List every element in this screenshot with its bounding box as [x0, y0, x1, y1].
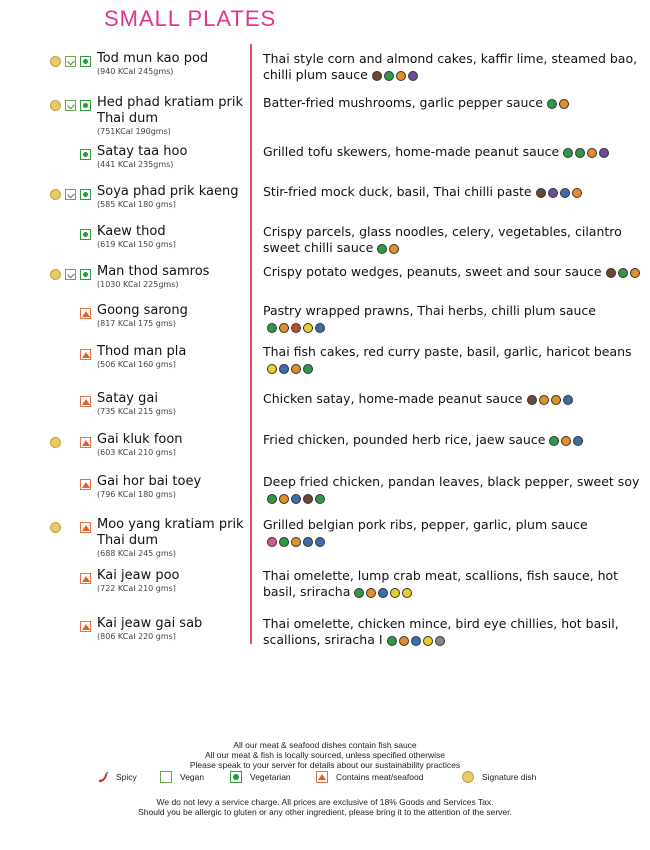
dish-description-block — [263, 95, 643, 111]
dish-row — [0, 567, 650, 613]
allergen-icon — [377, 244, 387, 254]
vegetarian-icon — [230, 771, 242, 783]
dish-name: Tod mun kao pod — [97, 51, 209, 66]
dish-calories: (796 KCal 180 gms) — [97, 490, 176, 499]
vegetarian-icon — [80, 189, 91, 200]
allergen-icons — [387, 636, 445, 646]
allergen-icon — [303, 537, 313, 547]
allergen-icon — [551, 395, 561, 405]
vegan-icon — [65, 189, 76, 200]
allergen-icon — [267, 494, 277, 504]
allergen-icon — [559, 99, 569, 109]
dish-description-block — [263, 391, 643, 407]
allergen-icon — [291, 537, 301, 547]
allergen-icon — [303, 323, 313, 333]
allergen-icon — [402, 588, 412, 598]
vegan-icon — [160, 771, 172, 783]
dish-name: Gai kluk foon — [97, 432, 183, 447]
dish-name-block — [97, 568, 247, 594]
meat-seafood-icon — [80, 437, 91, 448]
legend-spicy — [96, 771, 137, 783]
legend-vegetarian — [230, 771, 291, 783]
dish-name-block — [97, 432, 247, 458]
allergen-icon — [606, 268, 616, 278]
allergen-icon — [354, 588, 364, 598]
allergen-icons — [606, 268, 640, 278]
legend-vegetarian-label: Vegetarian — [250, 772, 291, 782]
allergen-icon — [267, 323, 277, 333]
meat-seafood-icon — [80, 308, 91, 319]
allergen-icons — [527, 395, 573, 405]
dish-description: Grilled tofu skewers, home-made peanut sauce — [263, 144, 560, 159]
dish-description: Crispy potato wedges, peanuts, sweet and sour sauce — [263, 264, 602, 279]
dish-name: Satay gai — [97, 391, 158, 406]
vegetarian-icon — [80, 149, 91, 160]
dish-description-block — [263, 264, 643, 280]
dish-calories: (688 KCal 245 gms) — [97, 549, 176, 558]
dish-description: Thai style corn and almond cakes, kaffir lime, steamed bao, chilli plum sauce — [263, 51, 638, 82]
dish-row — [0, 431, 650, 477]
dish-dietary-markers — [48, 396, 94, 408]
signature-dish-icon — [50, 437, 61, 448]
dish-calories: (619 KCal 150 gms) — [97, 240, 176, 249]
allergen-icons — [267, 494, 325, 504]
dish-name: Kai jeaw poo — [97, 568, 180, 583]
dish-name-block — [97, 303, 247, 329]
allergen-icon — [411, 636, 421, 646]
vegetarian-icon — [80, 229, 91, 240]
dish-name-block — [97, 616, 247, 642]
allergen-icons — [536, 188, 582, 198]
dish-row — [0, 615, 650, 661]
dish-calories: (603 KCal 210 gms) — [97, 448, 176, 457]
legend-signature — [462, 771, 536, 783]
dish-name-block — [97, 184, 247, 210]
signature-dish-icon — [50, 189, 61, 200]
dish-description-block — [263, 616, 643, 648]
allergen-icon — [536, 188, 546, 198]
dish-name: Soya phad prik kaeng — [97, 184, 239, 199]
signature-dish-icon — [462, 771, 474, 783]
allergen-icon — [372, 71, 382, 81]
meat-seafood-icon — [80, 479, 91, 490]
allergen-icon — [408, 71, 418, 81]
dish-name: Goong sarong — [97, 303, 188, 318]
dish-dietary-markers — [48, 437, 94, 449]
dish-dietary-markers — [48, 621, 94, 633]
dish-calories: (751KCal 190gms) — [97, 127, 171, 136]
allergen-icon — [587, 148, 597, 158]
dish-calories: (722 KCal 210 gms) — [97, 584, 176, 593]
allergen-icons — [377, 244, 399, 254]
dish-name-block — [97, 517, 247, 559]
signature-dish-icon — [50, 100, 61, 111]
allergen-icon — [561, 436, 571, 446]
dish-description: Batter-fried mushrooms, garlic pepper sauce — [263, 95, 543, 110]
allergen-icon — [547, 99, 557, 109]
allergen-icon — [315, 323, 325, 333]
dish-calories: (1030 KCal 225gms) — [97, 280, 179, 289]
dish-description-block — [263, 144, 643, 160]
dish-row — [0, 94, 650, 140]
dish-calories: (940 KCal 245gms) — [97, 67, 174, 76]
allergen-icons — [267, 537, 325, 547]
vegetarian-icon — [80, 56, 91, 67]
dish-dietary-markers — [48, 308, 94, 320]
allergen-icon — [267, 364, 277, 374]
allergen-icon — [315, 494, 325, 504]
vegetarian-icon — [80, 269, 91, 280]
dish-row — [0, 516, 650, 562]
allergen-icon — [435, 636, 445, 646]
allergen-icons — [267, 364, 313, 374]
allergen-icon — [548, 188, 558, 198]
dish-dietary-markers — [48, 149, 94, 161]
dish-name: Gai hor bai toey — [97, 474, 202, 489]
allergen-icon — [575, 148, 585, 158]
dish-name: Hed phad kratiam prik Thai dum — [97, 95, 244, 126]
dish-dietary-markers — [48, 269, 94, 281]
dish-description-block — [263, 51, 643, 83]
meat-seafood-icon — [80, 621, 91, 632]
allergen-icon — [291, 323, 301, 333]
allergen-icon — [267, 537, 277, 547]
dish-description: Deep fried chicken, pandan leaves, black pepper, sweet soy — [263, 474, 640, 489]
dish-name: Satay taa hoo — [97, 144, 188, 159]
dish-dietary-markers — [48, 229, 94, 241]
allergen-icon — [315, 537, 325, 547]
dish-name: Moo yang kratiam prik Thai dum — [97, 517, 244, 548]
allergen-icon — [279, 537, 289, 547]
dish-description: Chicken satay, home-made peanut sauce — [263, 391, 523, 406]
dish-name: Thod man pla — [97, 344, 187, 359]
allergen-icon — [303, 494, 313, 504]
allergen-icon — [423, 636, 433, 646]
dish-dietary-markers — [48, 522, 94, 534]
dish-name-block — [97, 95, 247, 137]
dish-description: Thai fish cakes, red curry paste, basil, garlic, haricot beans — [263, 344, 632, 359]
allergen-icon — [563, 148, 573, 158]
footer-tax-note: We do not levy a service charge. All prices are exclusive of 18% Goods and Services Tax. — [156, 797, 494, 807]
dish-calories: (585 KCal 180 gms) — [97, 200, 176, 209]
dish-description-block — [263, 184, 643, 200]
allergen-icon — [573, 436, 583, 446]
vegan-icon — [65, 269, 76, 280]
dish-dietary-markers — [48, 56, 94, 68]
dish-calories: (735 KCal 215 gms) — [97, 407, 176, 416]
dish-name: Kai jeaw gai sab — [97, 616, 203, 631]
section-title: SMALL PLATES — [104, 6, 277, 31]
dish-description: Stir-fried mock duck, basil, Thai chilli paste — [263, 184, 532, 199]
dish-description-block — [263, 432, 643, 448]
dish-description-block — [263, 568, 643, 600]
meat-seafood-icon — [80, 522, 91, 533]
dish-description-block — [263, 344, 643, 376]
dish-description-block — [263, 224, 643, 256]
legend-vegan — [160, 771, 204, 783]
allergen-icon — [303, 364, 313, 374]
allergen-icon — [387, 636, 397, 646]
dish-description: Thai omelette, lump crab meat, scallions, fish sauce, hot basil, sriracha — [263, 568, 619, 599]
dish-row — [0, 343, 650, 389]
dish-description: Thai omelette, chicken mince, bird eye chillies, hot basil, scallions, sriracha I — [263, 616, 619, 647]
dish-name-block — [97, 391, 247, 417]
dish-calories: (817 KCal 175 gms) — [97, 319, 176, 328]
allergen-icons — [267, 323, 325, 333]
allergen-icon — [572, 188, 582, 198]
dish-name-block — [97, 51, 247, 77]
allergen-icon — [291, 494, 301, 504]
dish-calories: (806 KCal 220 gms) — [97, 632, 176, 641]
allergen-icon — [396, 71, 406, 81]
dish-calories: (441 KCal 235gms) — [97, 160, 174, 169]
footer-line-fish-sauce: All our meat & seafood dishes contain fish sauce — [233, 740, 417, 750]
allergen-icon — [599, 148, 609, 158]
allergen-icon — [279, 364, 289, 374]
legend-meat — [316, 771, 423, 783]
allergen-icons — [372, 71, 418, 81]
allergen-icon — [279, 323, 289, 333]
signature-dish-icon — [50, 522, 61, 533]
vegetarian-icon — [80, 100, 91, 111]
legend-vegan-label: Vegan — [180, 772, 205, 782]
dietary-legend — [0, 771, 650, 789]
allergen-icon — [618, 268, 628, 278]
allergen-icon — [384, 71, 394, 81]
dish-dietary-markers — [48, 479, 94, 491]
allergen-icon — [630, 268, 640, 278]
allergen-icon — [527, 395, 537, 405]
dish-name-block — [97, 264, 247, 290]
allergen-icons — [547, 99, 569, 109]
dish-dietary-markers — [48, 100, 94, 112]
allergen-icon — [539, 395, 549, 405]
allergen-icon — [366, 588, 376, 598]
meat-seafood-icon — [80, 349, 91, 360]
dish-row — [0, 302, 650, 348]
legend-signature-label: Signature dish — [482, 772, 537, 782]
vegan-icon — [65, 56, 76, 67]
dish-description: Grilled belgian pork ribs, pepper, garlic, plum sauce — [263, 517, 588, 532]
meat-seafood-icon — [80, 396, 91, 407]
meat-seafood-icon — [316, 771, 328, 783]
chilli-icon — [96, 771, 108, 783]
dish-description: Pastry wrapped prawns, Thai herbs, chilli plum sauce — [263, 303, 596, 318]
allergen-icon — [389, 244, 399, 254]
dish-row — [0, 50, 650, 96]
dish-name-block — [97, 344, 247, 370]
dish-row — [0, 390, 650, 436]
dish-row — [0, 473, 650, 519]
dish-description-block — [263, 474, 643, 506]
dish-dietary-markers — [48, 349, 94, 361]
legend-meat-label: Contains meat/seafood — [336, 772, 424, 782]
dish-name-block — [97, 224, 247, 250]
dish-calories: (506 KCal 160 gms) — [97, 360, 176, 369]
allergen-icons — [549, 436, 583, 446]
allergen-icon — [399, 636, 409, 646]
allergen-icons — [354, 588, 412, 598]
allergen-icons — [563, 148, 609, 158]
footer-disclaimer — [0, 797, 650, 817]
allergen-icon — [549, 436, 559, 446]
dish-name: Man thod samros — [97, 264, 210, 279]
allergen-icon — [563, 395, 573, 405]
meat-seafood-icon — [80, 573, 91, 584]
footer-line-sustainability: Please speak to your server for details about our sustainability practices — [189, 760, 461, 770]
dish-description-block — [263, 517, 643, 549]
footer-line-local-sourcing: All our meat & fish is locally sourced, unless specified otherwise — [205, 750, 445, 760]
dish-name-block — [97, 144, 247, 170]
allergen-icon — [291, 364, 301, 374]
dish-dietary-markers — [48, 573, 94, 585]
dish-dietary-markers — [48, 189, 94, 201]
footer-notes — [0, 740, 650, 770]
signature-dish-icon — [50, 269, 61, 280]
dish-description-block — [263, 303, 643, 335]
allergen-icon — [390, 588, 400, 598]
dish-name: Kaew thod — [97, 224, 166, 239]
dish-name-block — [97, 474, 247, 500]
legend-spicy-label: Spicy — [116, 772, 137, 782]
allergen-icon — [378, 588, 388, 598]
allergen-icon — [560, 188, 570, 198]
vegan-icon — [65, 100, 76, 111]
dish-description: Fried chicken, pounded herb rice, jaew sauce — [263, 432, 546, 447]
footer-allergy-note: Should you be allergic to gluten or any other ingredient, please bring it to the attention of the server. — [138, 807, 512, 817]
signature-dish-icon — [50, 56, 61, 67]
dish-description: Crispy parcels, glass noodles, celery, vegetables, cilantro sweet chilli sauce — [263, 224, 622, 255]
allergen-icon — [279, 494, 289, 504]
